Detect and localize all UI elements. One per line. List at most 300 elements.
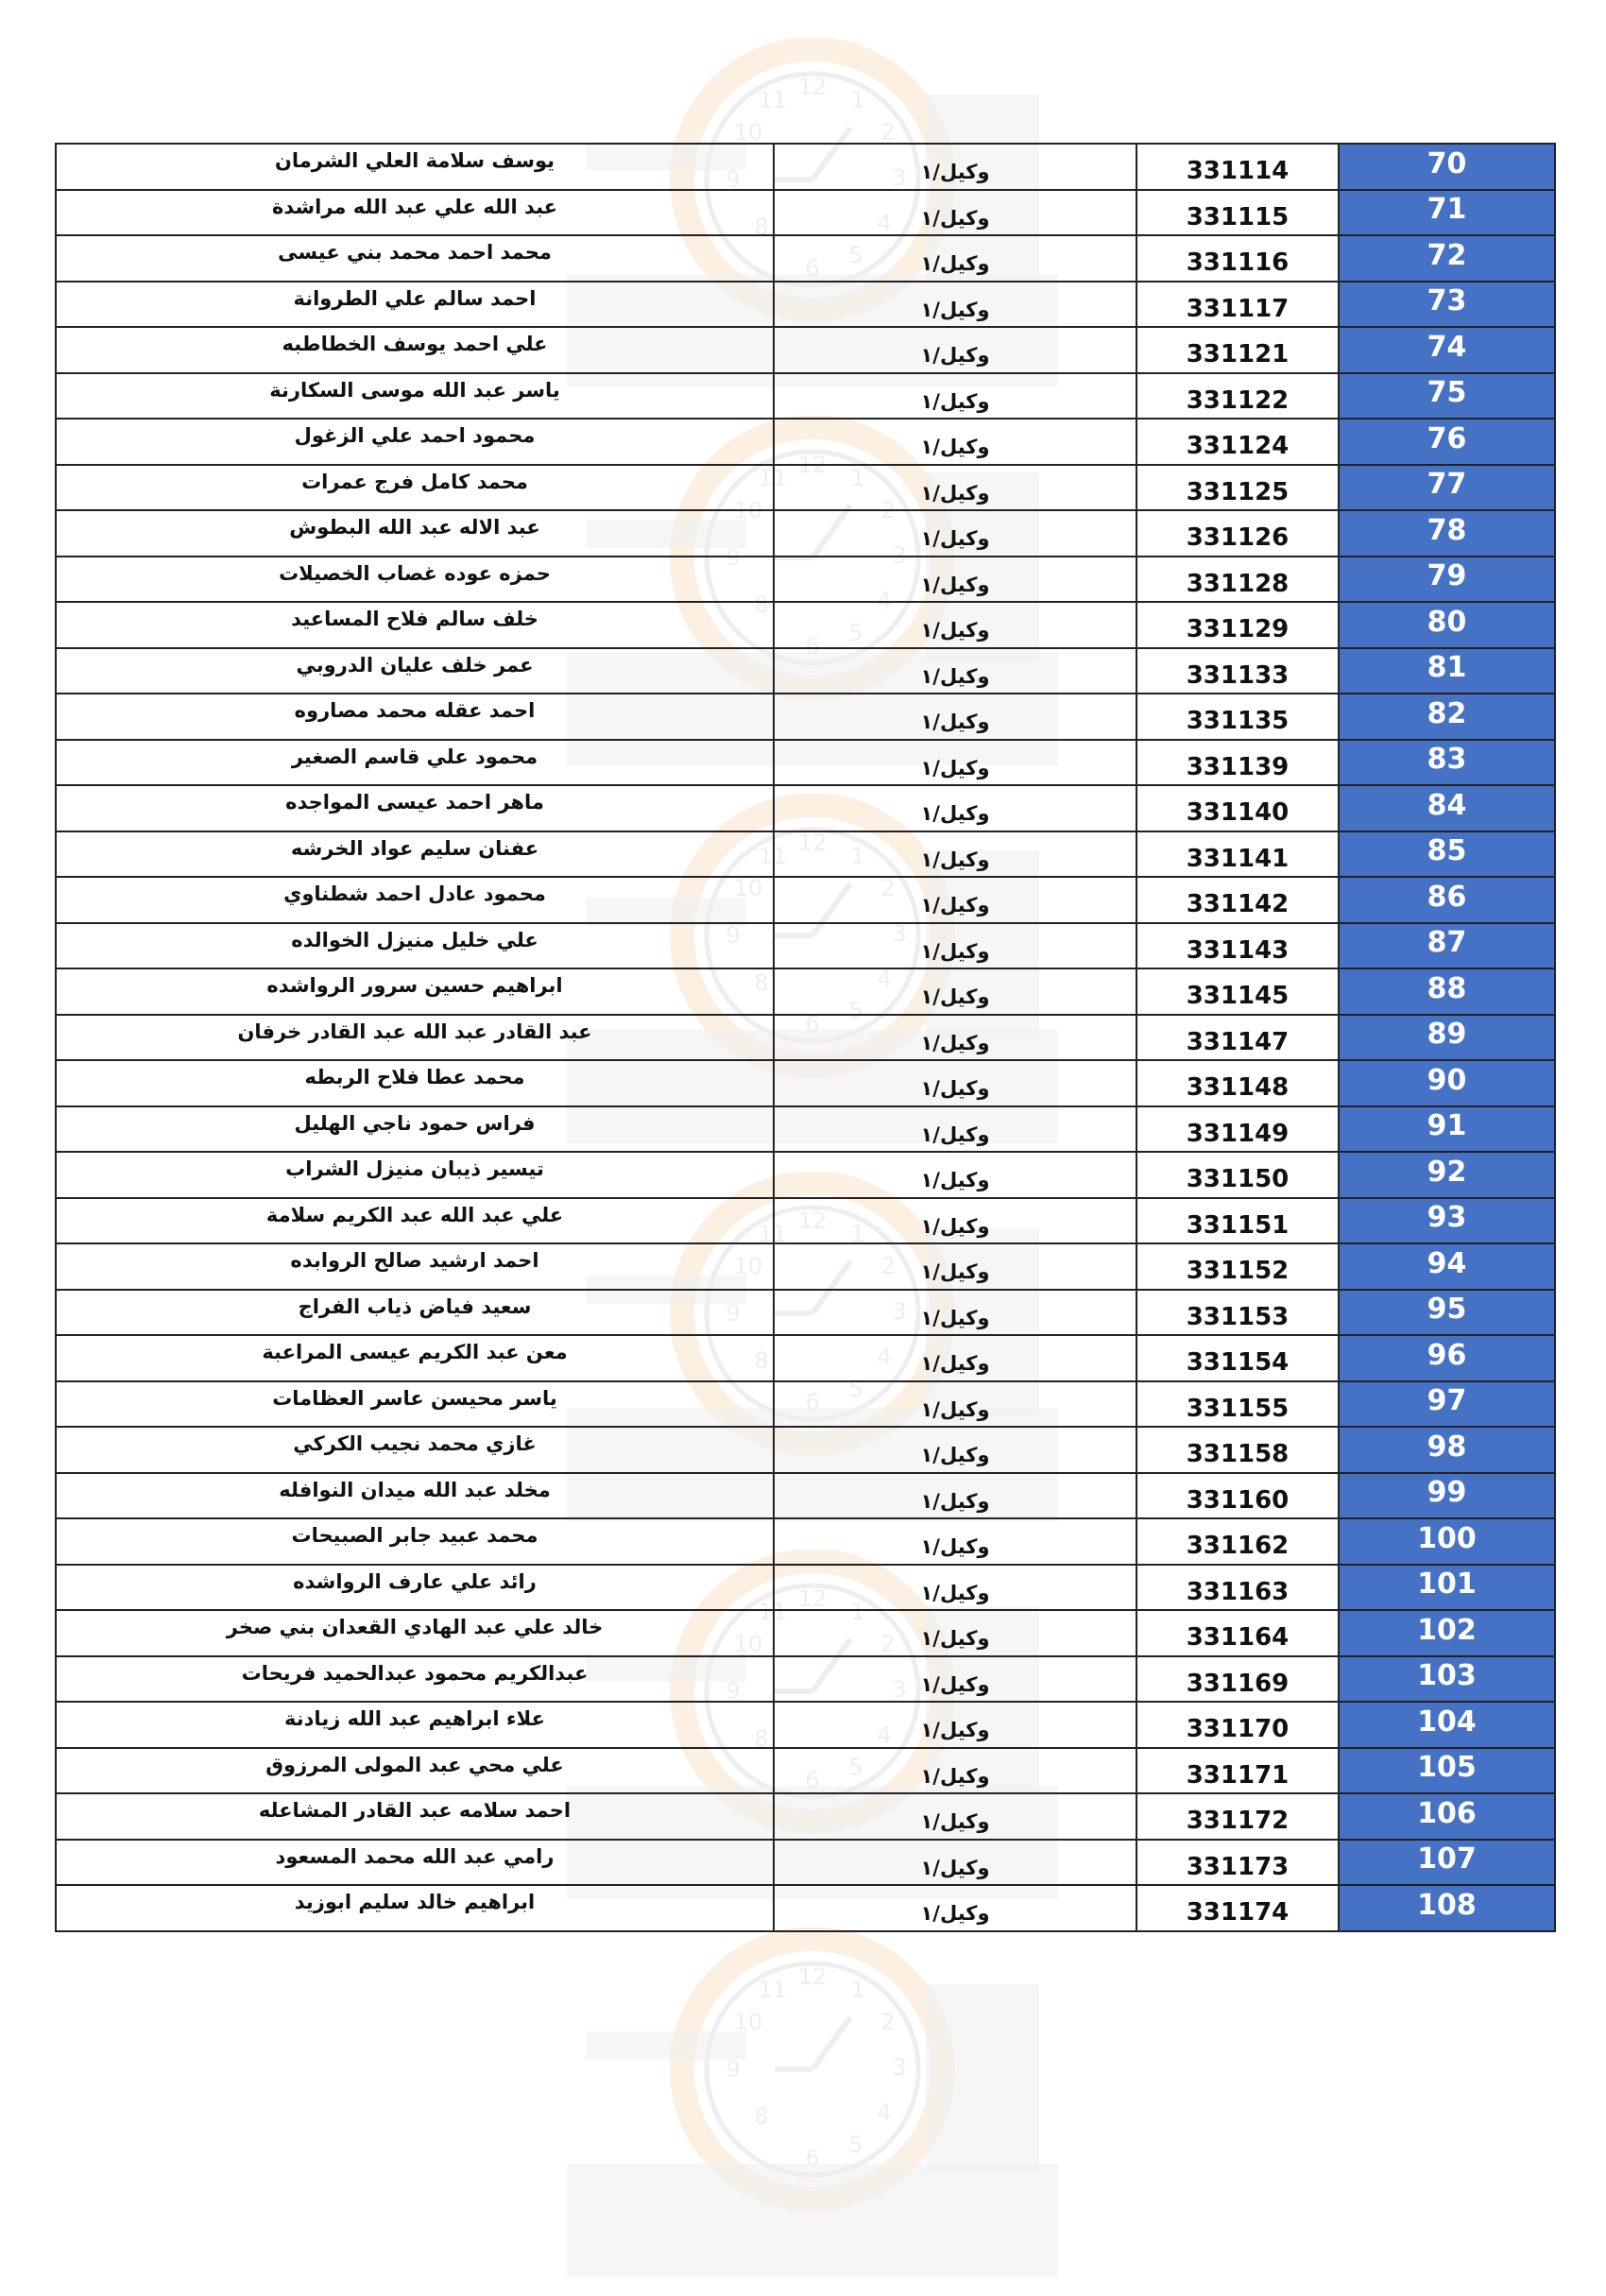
id-cell-text: 331150 bbox=[1186, 1165, 1290, 1194]
role-cell-text: وكيل/١ bbox=[920, 161, 990, 184]
svg-text:11: 11 bbox=[758, 1977, 788, 2003]
role-cell bbox=[774, 557, 1136, 603]
svg-text:2: 2 bbox=[880, 1253, 896, 1279]
number-cell-text: 79 bbox=[1427, 559, 1467, 593]
id-cell bbox=[1136, 419, 1339, 465]
number-cell bbox=[1339, 1290, 1555, 1336]
name-cell bbox=[56, 877, 774, 923]
name-cell-text: احمد سالم علي الطروانة bbox=[293, 286, 537, 310]
role-cell bbox=[774, 327, 1136, 373]
number-cell-text: 83 bbox=[1427, 743, 1467, 777]
role-cell bbox=[774, 831, 1136, 878]
id-cell-text: 331148 bbox=[1186, 1073, 1290, 1103]
svg-text:5: 5 bbox=[848, 998, 863, 1024]
number-cell-text: 84 bbox=[1427, 788, 1467, 822]
number-cell bbox=[1339, 877, 1555, 923]
role-cell-text: وكيل/١ bbox=[920, 389, 990, 413]
name-cell-text: خالد علي عبد الهادي القعدان بني صخر bbox=[226, 1616, 604, 1639]
svg-text:8: 8 bbox=[754, 1725, 769, 1752]
table-row bbox=[56, 923, 1555, 969]
id-cell bbox=[1136, 1518, 1339, 1565]
name-cell-text: علي خليل منيزل الخوالده bbox=[291, 928, 538, 951]
number-cell-text: 99 bbox=[1427, 1476, 1467, 1510]
name-cell-text: معن عبد الكريم عيسى المراعبة bbox=[262, 1341, 568, 1364]
table-row bbox=[56, 831, 1555, 878]
id-cell-text: 331164 bbox=[1186, 1623, 1290, 1653]
role-cell bbox=[774, 877, 1136, 923]
id-cell bbox=[1136, 1381, 1339, 1428]
table-row bbox=[56, 557, 1555, 603]
number-cell-text: 82 bbox=[1427, 696, 1467, 730]
name-cell-text: تيسير ذيبان منيزل الشراب bbox=[285, 1157, 544, 1181]
id-cell-text: 331142 bbox=[1186, 890, 1290, 919]
number-cell bbox=[1339, 1152, 1555, 1198]
number-cell-text: 70 bbox=[1427, 146, 1467, 180]
role-cell bbox=[774, 1840, 1136, 1886]
svg-text:10: 10 bbox=[733, 2009, 763, 2035]
role-cell bbox=[774, 235, 1136, 282]
number-cell-text: 78 bbox=[1427, 513, 1467, 547]
number-cell bbox=[1339, 1748, 1555, 1794]
role-cell bbox=[774, 1610, 1136, 1656]
number-cell bbox=[1339, 968, 1555, 1015]
role-cell-text: وكيل/١ bbox=[920, 252, 990, 276]
id-cell-text: 331126 bbox=[1186, 523, 1290, 553]
name-cell-text: عمر خلف عليان الدروبي bbox=[296, 653, 534, 677]
name-cell-text: ابراهيم خالد سليم ابوزيد bbox=[294, 1891, 536, 1914]
id-cell bbox=[1136, 282, 1339, 328]
svg-text:4: 4 bbox=[877, 210, 892, 236]
role-cell bbox=[774, 510, 1136, 557]
number-cell bbox=[1339, 694, 1555, 740]
number-cell-text: 106 bbox=[1417, 1796, 1477, 1830]
name-cell-text: ياسر عبد الله موسى السكارنة bbox=[269, 378, 560, 402]
name-cell-text: فراس حمود ناجي الهليل bbox=[294, 1111, 536, 1135]
number-cell-text: 98 bbox=[1427, 1430, 1467, 1464]
number-cell bbox=[1339, 373, 1555, 420]
table-row bbox=[56, 235, 1555, 282]
table-row bbox=[56, 1243, 1555, 1290]
number-cell bbox=[1339, 1427, 1555, 1473]
svg-text:8: 8 bbox=[754, 969, 769, 996]
id-cell bbox=[1136, 831, 1339, 878]
number-cell-text: 71 bbox=[1427, 193, 1467, 227]
name-cell bbox=[56, 1198, 774, 1244]
svg-text:12: 12 bbox=[797, 74, 828, 100]
svg-text:2: 2 bbox=[880, 1631, 896, 1657]
role-cell-text: وكيل/١ bbox=[920, 848, 990, 871]
id-cell bbox=[1136, 968, 1339, 1015]
number-cell bbox=[1339, 923, 1555, 969]
name-cell bbox=[56, 1335, 774, 1381]
number-cell-text: 105 bbox=[1417, 1751, 1477, 1785]
svg-text:10: 10 bbox=[733, 1253, 763, 1279]
id-cell bbox=[1136, 1015, 1339, 1061]
role-cell bbox=[774, 1748, 1136, 1794]
number-cell bbox=[1339, 1656, 1555, 1703]
svg-text:10: 10 bbox=[733, 119, 763, 146]
id-cell-text: 331160 bbox=[1186, 1485, 1290, 1515]
id-cell-text: 331173 bbox=[1186, 1852, 1290, 1881]
role-cell-text: وكيل/١ bbox=[920, 802, 990, 826]
id-cell bbox=[1136, 190, 1339, 236]
number-cell-text: 92 bbox=[1427, 1155, 1467, 1189]
svg-text:4: 4 bbox=[877, 1722, 892, 1748]
name-cell-text: عبد الاله عبد الله البطوش bbox=[289, 516, 540, 540]
number-cell bbox=[1339, 327, 1555, 373]
role-cell-text: وكيل/١ bbox=[920, 1260, 990, 1284]
name-cell bbox=[56, 1152, 774, 1198]
name-cell bbox=[56, 1610, 774, 1656]
id-cell-text: 331152 bbox=[1186, 1257, 1290, 1286]
id-cell-text: 331117 bbox=[1186, 294, 1290, 323]
table-row bbox=[56, 1840, 1555, 1886]
table-row bbox=[56, 648, 1555, 694]
number-cell-text: 88 bbox=[1427, 971, 1467, 1005]
name-cell bbox=[56, 1565, 774, 1611]
number-cell-text: 80 bbox=[1427, 605, 1467, 639]
name-cell-text: محمد عبيد جابر الصبيحات bbox=[291, 1524, 538, 1548]
svg-text:4: 4 bbox=[877, 966, 892, 992]
svg-text:9: 9 bbox=[726, 544, 741, 571]
id-cell-text: 331125 bbox=[1186, 477, 1290, 506]
name-cell bbox=[56, 1748, 774, 1794]
role-cell bbox=[774, 1015, 1136, 1061]
table-row bbox=[56, 419, 1555, 465]
role-cell-text: وكيل/١ bbox=[920, 664, 990, 688]
id-cell-text: 331151 bbox=[1186, 1210, 1290, 1240]
number-cell bbox=[1339, 1702, 1555, 1748]
svg-text:1: 1 bbox=[850, 843, 865, 869]
role-cell bbox=[774, 694, 1136, 740]
id-cell bbox=[1136, 1060, 1339, 1106]
name-cell bbox=[56, 1793, 774, 1840]
role-cell-text: وكيل/١ bbox=[920, 1031, 990, 1054]
number-cell-text: 95 bbox=[1427, 1293, 1467, 1327]
table-row bbox=[56, 1793, 1555, 1840]
name-cell-text: ابراهيم حسين سرور الرواشده bbox=[266, 974, 563, 998]
table-row bbox=[56, 190, 1555, 236]
svg-text:3: 3 bbox=[892, 542, 907, 569]
name-cell bbox=[56, 1702, 774, 1748]
number-cell-text: 87 bbox=[1427, 926, 1467, 960]
role-cell bbox=[774, 740, 1136, 786]
name-cell bbox=[56, 1473, 774, 1519]
number-cell bbox=[1339, 1473, 1555, 1519]
name-cell-text: علي احمد يوسف الخطاطبه bbox=[282, 333, 548, 356]
id-cell bbox=[1136, 1702, 1339, 1748]
name-cell-text: محمد كامل فرج عمرات bbox=[301, 470, 528, 493]
id-cell-text: 331147 bbox=[1186, 1027, 1290, 1056]
name-cell bbox=[56, 1656, 774, 1703]
name-cell-text: علاء ابراهيم عبد الله زيادنة bbox=[284, 1707, 545, 1731]
svg-text:2: 2 bbox=[880, 497, 896, 523]
svg-text:11: 11 bbox=[758, 465, 788, 491]
name-cell bbox=[56, 190, 774, 236]
name-cell bbox=[56, 1427, 774, 1473]
svg-text:4: 4 bbox=[877, 1344, 892, 1370]
id-cell bbox=[1136, 373, 1339, 420]
table-row bbox=[56, 1015, 1555, 1061]
number-cell bbox=[1339, 1885, 1555, 1931]
watermark-logo bbox=[548, 1928, 1086, 2296]
role-cell-text: وكيل/١ bbox=[920, 573, 990, 596]
number-cell-text: 101 bbox=[1417, 1568, 1477, 1602]
svg-text:8: 8 bbox=[754, 214, 769, 240]
name-cell-text: ياسر محيسن عاسر العظامات bbox=[272, 1386, 557, 1410]
svg-text:12: 12 bbox=[797, 1963, 828, 1990]
name-cell bbox=[56, 1290, 774, 1336]
svg-text:6: 6 bbox=[805, 1389, 820, 1415]
number-cell bbox=[1339, 190, 1555, 236]
id-cell-text: 331158 bbox=[1186, 1440, 1290, 1469]
table-row bbox=[56, 1518, 1555, 1565]
number-cell-text: 100 bbox=[1417, 1521, 1477, 1555]
table-row bbox=[56, 602, 1555, 648]
id-cell-text: 331145 bbox=[1186, 982, 1290, 1011]
role-cell bbox=[774, 923, 1136, 969]
name-cell-text: عبد القادر عبد الله عبد القادر خرفان bbox=[237, 1019, 592, 1043]
role-cell bbox=[774, 968, 1136, 1015]
role-cell-text: وكيل/١ bbox=[920, 481, 990, 505]
name-cell bbox=[56, 740, 774, 786]
name-cell-text: غازي محمد نجيب الكركي bbox=[293, 1432, 537, 1456]
id-cell bbox=[1136, 235, 1339, 282]
role-cell bbox=[774, 1106, 1136, 1153]
number-cell bbox=[1339, 1198, 1555, 1244]
number-cell-text: 72 bbox=[1427, 238, 1467, 272]
table-row bbox=[56, 327, 1555, 373]
role-cell bbox=[774, 1793, 1136, 1840]
role-cell-text: وكيل/١ bbox=[920, 985, 990, 1009]
svg-text:12: 12 bbox=[797, 830, 828, 856]
id-cell bbox=[1136, 1473, 1339, 1519]
svg-text:1: 1 bbox=[850, 87, 865, 113]
name-cell-text: محمد احمد محمد بني عيسى bbox=[278, 241, 552, 265]
table-row bbox=[56, 1290, 1555, 1336]
role-cell-text: وكيل/١ bbox=[920, 1214, 990, 1238]
id-cell bbox=[1136, 648, 1339, 694]
svg-text:9: 9 bbox=[726, 1300, 741, 1327]
table-row bbox=[56, 1702, 1555, 1748]
id-cell bbox=[1136, 465, 1339, 511]
id-cell-text: 331143 bbox=[1186, 935, 1290, 965]
table-row bbox=[56, 1152, 1555, 1198]
number-cell-text: 103 bbox=[1417, 1659, 1477, 1693]
table-row bbox=[56, 694, 1555, 740]
role-cell bbox=[774, 1473, 1136, 1519]
number-cell bbox=[1339, 740, 1555, 786]
id-cell-text: 331174 bbox=[1186, 1898, 1290, 1928]
role-cell bbox=[774, 144, 1136, 190]
svg-text:3: 3 bbox=[892, 1676, 907, 1703]
role-cell-text: وكيل/١ bbox=[920, 894, 990, 917]
name-cell bbox=[56, 831, 774, 878]
table-row bbox=[56, 465, 1555, 511]
id-cell-text: 331128 bbox=[1186, 569, 1290, 598]
svg-text:11: 11 bbox=[758, 1599, 788, 1625]
number-cell-text: 89 bbox=[1427, 1018, 1467, 1052]
svg-text:11: 11 bbox=[758, 843, 788, 869]
name-cell-text: محمد عطا فلاح الربطه bbox=[304, 1066, 525, 1089]
role-cell bbox=[774, 1518, 1136, 1565]
id-cell-text: 331135 bbox=[1186, 707, 1290, 736]
id-cell-text: 331169 bbox=[1186, 1669, 1290, 1698]
name-cell-text: حمزه عوده غصاب الخصيلات bbox=[279, 561, 551, 585]
number-cell-text: 73 bbox=[1427, 284, 1467, 318]
svg-text:9: 9 bbox=[726, 922, 741, 949]
svg-text:6: 6 bbox=[805, 255, 820, 282]
name-cell bbox=[56, 373, 774, 420]
number-cell bbox=[1339, 785, 1555, 831]
id-cell bbox=[1136, 1427, 1339, 1473]
role-cell-text: وكيل/١ bbox=[920, 619, 990, 643]
number-cell-text: 75 bbox=[1427, 376, 1467, 410]
table-row bbox=[56, 1610, 1555, 1656]
role-cell bbox=[774, 1335, 1136, 1381]
svg-text:11: 11 bbox=[758, 87, 788, 113]
number-cell-text: 90 bbox=[1427, 1063, 1467, 1097]
svg-text:1: 1 bbox=[850, 1599, 865, 1625]
id-cell-text: 331141 bbox=[1186, 844, 1290, 873]
name-cell bbox=[56, 1015, 774, 1061]
role-cell bbox=[774, 1885, 1136, 1931]
svg-text:4: 4 bbox=[877, 2099, 892, 2126]
number-cell-text: 85 bbox=[1427, 834, 1467, 868]
svg-text:2: 2 bbox=[880, 2009, 896, 2035]
id-cell bbox=[1136, 1335, 1339, 1381]
role-cell-text: وكيل/١ bbox=[920, 1810, 990, 1834]
number-cell bbox=[1339, 1106, 1555, 1153]
number-cell-text: 107 bbox=[1417, 1842, 1477, 1876]
number-cell bbox=[1339, 510, 1555, 557]
svg-text:5: 5 bbox=[848, 1376, 863, 1402]
number-cell bbox=[1339, 1565, 1555, 1611]
table-row bbox=[56, 1656, 1555, 1703]
svg-text:1: 1 bbox=[850, 1221, 865, 1247]
name-cell bbox=[56, 144, 774, 190]
role-cell bbox=[774, 282, 1136, 328]
id-cell-text: 331122 bbox=[1186, 386, 1290, 415]
name-cell bbox=[56, 510, 774, 557]
role-cell bbox=[774, 648, 1136, 694]
name-cell bbox=[56, 602, 774, 648]
role-cell-text: وكيل/١ bbox=[920, 1352, 990, 1376]
number-cell bbox=[1339, 1015, 1555, 1061]
role-cell bbox=[774, 1243, 1136, 1290]
name-cell-text: مخلد عبد الله ميدان النوافله bbox=[279, 1478, 551, 1501]
role-cell bbox=[774, 1656, 1136, 1703]
role-cell-text: وكيل/١ bbox=[920, 298, 990, 321]
svg-text:11: 11 bbox=[758, 1221, 788, 1247]
role-cell-text: وكيل/١ bbox=[920, 1444, 990, 1467]
number-cell bbox=[1339, 1060, 1555, 1106]
svg-text:5: 5 bbox=[848, 2132, 863, 2158]
table-row bbox=[56, 877, 1555, 923]
table-row bbox=[56, 1748, 1555, 1794]
role-cell-text: وكيل/١ bbox=[920, 1627, 990, 1651]
role-cell-text: وكيل/١ bbox=[920, 527, 990, 551]
role-cell-text: وكيل/١ bbox=[920, 1719, 990, 1742]
svg-text:1: 1 bbox=[850, 1977, 865, 2003]
role-cell bbox=[774, 419, 1136, 465]
svg-text:1: 1 bbox=[850, 465, 865, 491]
svg-text:5: 5 bbox=[848, 1754, 863, 1780]
name-cell-text: محمود علي قاسم الصغير bbox=[291, 745, 538, 768]
table-row bbox=[56, 144, 1555, 190]
number-cell-text: 96 bbox=[1427, 1338, 1467, 1372]
id-cell-text: 331172 bbox=[1186, 1807, 1290, 1836]
number-cell bbox=[1339, 1243, 1555, 1290]
id-cell bbox=[1136, 1748, 1339, 1794]
name-cell bbox=[56, 1243, 774, 1290]
id-cell bbox=[1136, 694, 1339, 740]
number-cell bbox=[1339, 1381, 1555, 1428]
id-cell-text: 331121 bbox=[1186, 340, 1290, 369]
svg-text:12: 12 bbox=[797, 452, 828, 478]
name-cell-text: محمود احمد علي الزغول bbox=[294, 424, 536, 448]
name-cell bbox=[56, 923, 774, 969]
svg-text:10: 10 bbox=[733, 1631, 763, 1657]
number-cell bbox=[1339, 1335, 1555, 1381]
role-cell-text: وكيل/١ bbox=[920, 1077, 990, 1101]
role-cell bbox=[774, 785, 1136, 831]
role-cell-text: وكيل/١ bbox=[920, 1489, 990, 1513]
name-cell-text: رامي عبد الله محمد المسعود bbox=[275, 1844, 555, 1868]
id-cell bbox=[1136, 877, 1339, 923]
role-cell-text: وكيل/١ bbox=[920, 711, 990, 734]
number-cell bbox=[1339, 282, 1555, 328]
svg-text:6: 6 bbox=[805, 1011, 820, 1037]
id-cell bbox=[1136, 740, 1339, 786]
role-cell-text: وكيل/١ bbox=[920, 1764, 990, 1788]
role-cell bbox=[774, 1198, 1136, 1244]
name-cell-text: خلف سالم فلاح المساعيد bbox=[291, 608, 538, 631]
role-cell bbox=[774, 1060, 1136, 1106]
number-cell bbox=[1339, 1518, 1555, 1565]
number-cell bbox=[1339, 1840, 1555, 1886]
table-body bbox=[56, 144, 1555, 1931]
number-cell-text: 94 bbox=[1427, 1246, 1467, 1280]
name-cell-text: يوسف سلامة العلي الشرمان bbox=[274, 149, 555, 173]
number-cell bbox=[1339, 602, 1555, 648]
role-cell-text: وكيل/١ bbox=[920, 1581, 990, 1604]
role-cell-text: وكيل/١ bbox=[920, 1397, 990, 1421]
number-cell-text: 77 bbox=[1427, 468, 1467, 502]
name-cell bbox=[56, 327, 774, 373]
name-cell bbox=[56, 1840, 774, 1886]
name-cell-text: علي عبد الله عبد الكريم سلامة bbox=[265, 1203, 564, 1226]
name-cell bbox=[56, 785, 774, 831]
id-cell bbox=[1136, 1565, 1339, 1611]
name-cell bbox=[56, 1106, 774, 1153]
number-cell-text: 74 bbox=[1427, 330, 1467, 364]
number-cell bbox=[1339, 419, 1555, 465]
svg-text:9: 9 bbox=[726, 2056, 741, 2082]
svg-text:10: 10 bbox=[733, 875, 763, 901]
number-cell bbox=[1339, 557, 1555, 603]
svg-text:10: 10 bbox=[733, 497, 763, 523]
id-cell-text: 331133 bbox=[1186, 660, 1290, 690]
name-cell bbox=[56, 282, 774, 328]
svg-text:8: 8 bbox=[754, 591, 769, 618]
id-cell bbox=[1136, 1290, 1339, 1336]
number-cell bbox=[1339, 1610, 1555, 1656]
id-cell bbox=[1136, 144, 1339, 190]
role-cell-text: وكيل/١ bbox=[920, 756, 990, 780]
id-cell bbox=[1136, 602, 1339, 648]
name-cell bbox=[56, 1885, 774, 1931]
